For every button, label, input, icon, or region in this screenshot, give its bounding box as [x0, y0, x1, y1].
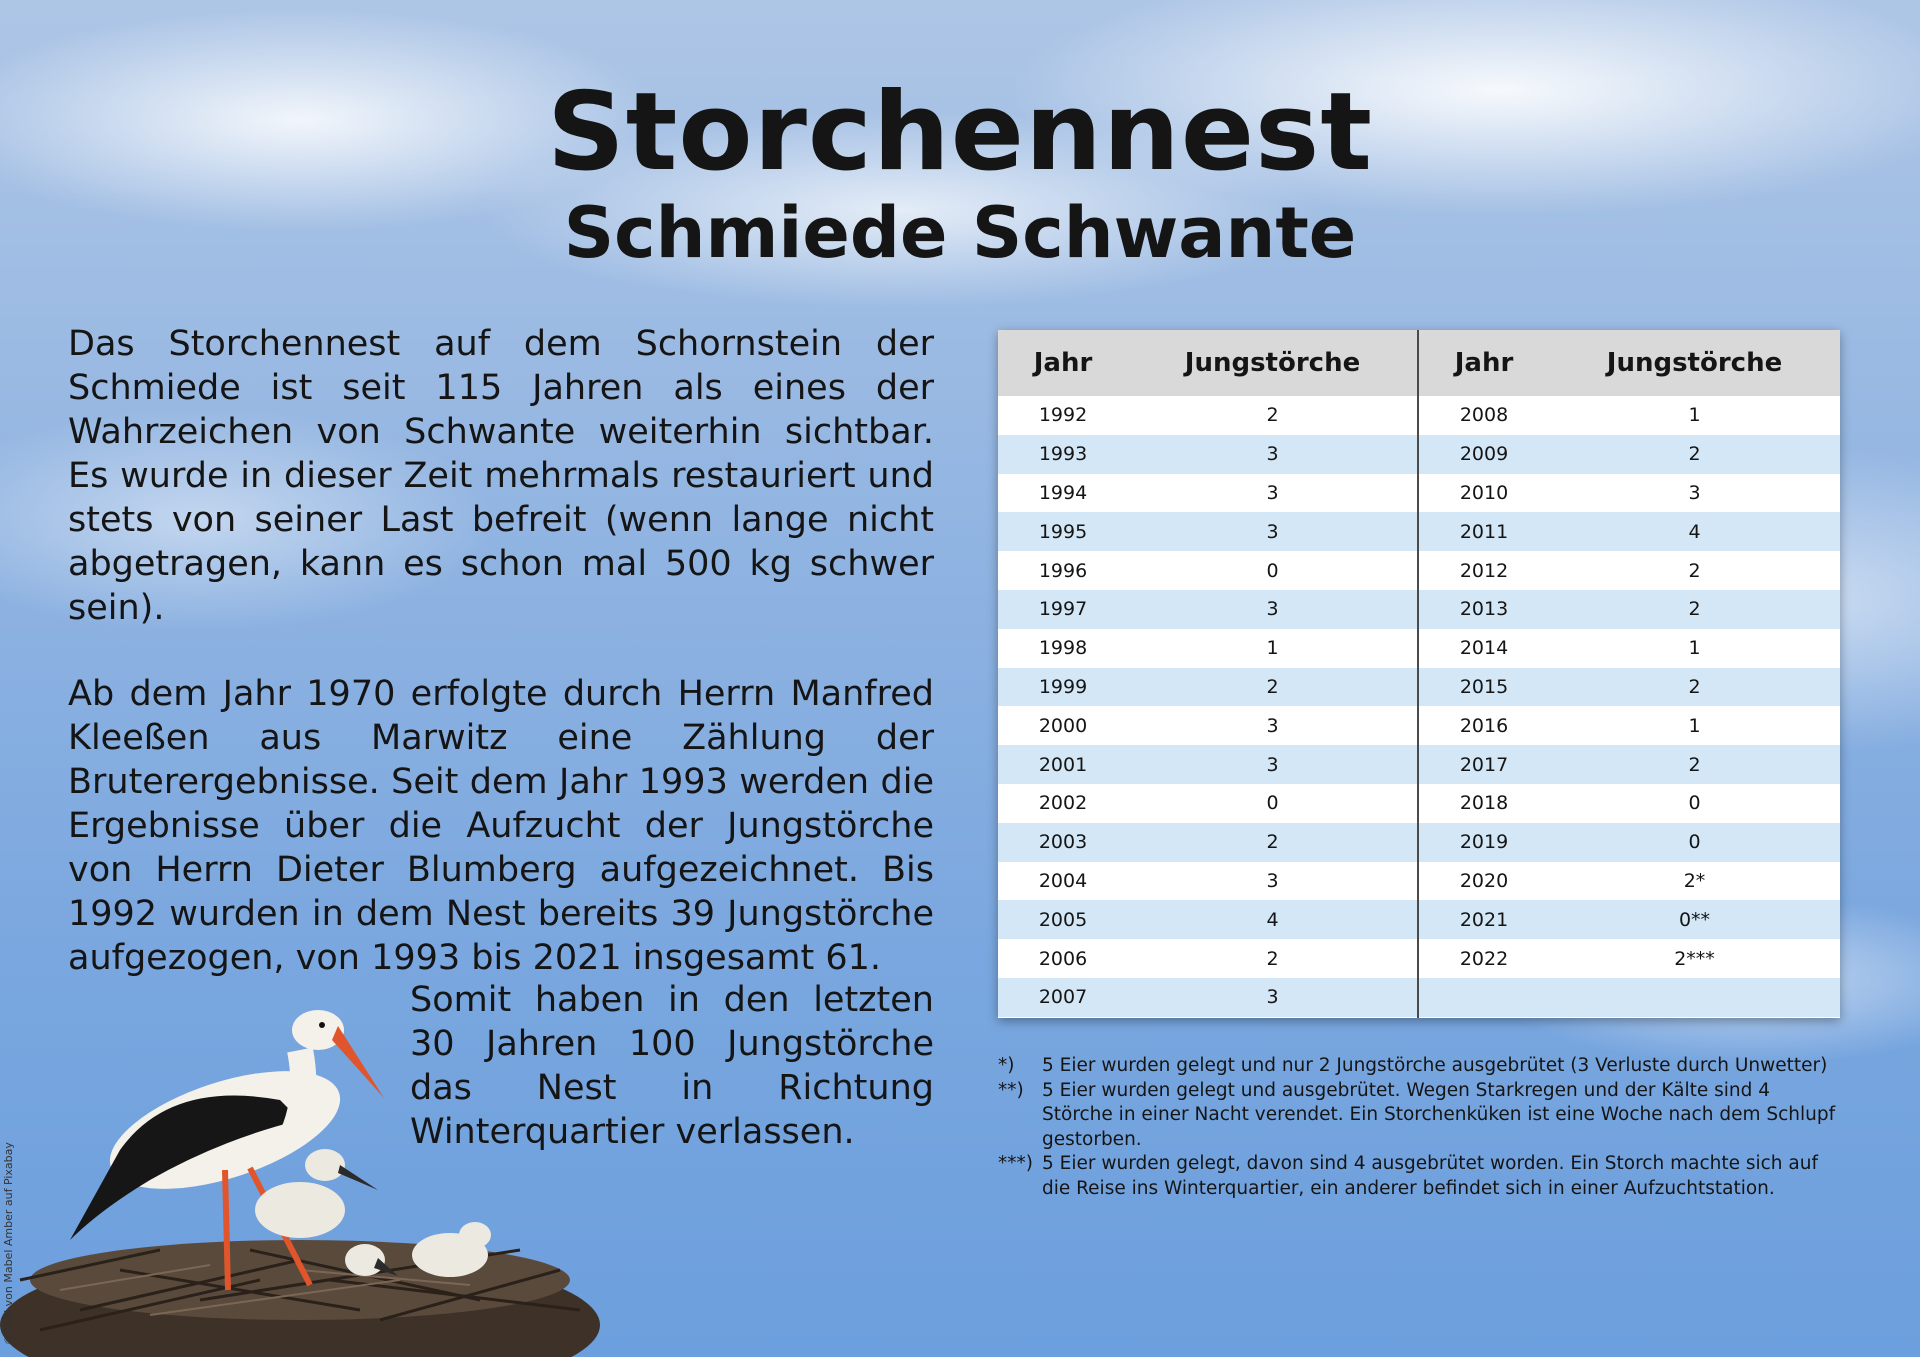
count-cell: 3 [1266, 869, 1279, 892]
page-title: Storchennest [547, 70, 1373, 195]
header-count: Jungstörche [1184, 348, 1361, 378]
year-cell: 2020 [1459, 869, 1509, 892]
table-row [998, 862, 1417, 901]
count-cell: 2 [1688, 598, 1701, 621]
year-cell: 2000 [1038, 714, 1088, 737]
year-cell: 2014 [1459, 637, 1509, 660]
stork-nest-photo [0, 980, 600, 1357]
year-cell: 2013 [1459, 598, 1509, 621]
footnote [998, 1152, 1840, 1201]
header-year: Jahr [1454, 348, 1514, 378]
footnote-text: 5 Eier wurden gelegt, davon sind 4 ausgebrütet worden. Ein Storch machte sich auf die Reise ins Winterquartier, ein anderer befindet sich in einer Aufzuchtstation. [1042, 1153, 1818, 1199]
table-row [998, 939, 1417, 978]
footnote-mark: **) [998, 1079, 1024, 1101]
year-cell: 2001 [1038, 753, 1088, 776]
count-cell: 3 [1266, 520, 1279, 543]
year-cell: 2005 [1038, 908, 1088, 931]
year-cell: 2009 [1459, 443, 1509, 466]
table-row [1419, 396, 1840, 435]
table-row [1419, 590, 1840, 629]
count-cell: 2*** [1674, 947, 1715, 970]
table-row [1419, 629, 1840, 668]
table-row [1419, 551, 1840, 590]
count-cell: 4 [1266, 908, 1279, 931]
count-cell: 1 [1688, 404, 1701, 427]
table-row [1419, 939, 1840, 978]
header-count: Jungstörche [1606, 348, 1783, 378]
table-row [998, 668, 1417, 707]
table-row [1419, 512, 1840, 551]
header-year: Jahr [1033, 348, 1093, 378]
paragraph-summary: Somit haben in den letzten 30 Jahren 100 Jungstörche das Nest in Richtung Winterquartier verlassen. [410, 980, 934, 1152]
table-row [998, 978, 1417, 1017]
year-cell: 2017 [1459, 753, 1509, 776]
table-row [998, 435, 1417, 474]
count-cell: 3 [1688, 481, 1701, 504]
count-cell: 3 [1266, 481, 1279, 504]
table-row [1419, 745, 1840, 784]
year-cell: 1993 [1038, 443, 1088, 466]
year-cell: 1995 [1038, 520, 1088, 543]
image-credit: © Bild von Mabel Amber auf Pixabay [2, 1142, 15, 1345]
count-cell: 3 [1266, 753, 1279, 776]
table-right-body [1419, 396, 1840, 1017]
count-cell: 0 [1266, 559, 1279, 582]
table-row [1419, 706, 1840, 745]
count-cell: 2 [1266, 675, 1279, 698]
table-row [1419, 668, 1840, 707]
year-cell: 1997 [1038, 598, 1088, 621]
paragraph-counting: Ab dem Jahr 1970 erfolgte durch Herrn Manfred Kleeßen aus Marwitz eine Zählung der Bruterergebnisse. Seit dem Jahr 1993 werden die Ergebnisse über die Aufzucht der Jungstörche von Herrn Dieter Blumberg aufgezeichnet. Bis 1992 wurden in dem Nest bereits 39 Jungstörche aufgezogen, von 1993 bis 2021 insgesamt 61. [68, 674, 934, 978]
footnote-mark: ***) [998, 1153, 1033, 1174]
table-row [1419, 474, 1840, 513]
year-cell: 1998 [1038, 637, 1088, 660]
count-cell: 2 [1266, 404, 1279, 427]
table-row [1419, 784, 1840, 823]
table-header-row [1419, 330, 1840, 396]
count-cell: 2 [1688, 559, 1701, 582]
count-cell: 2 [1688, 443, 1701, 466]
paragraph-history: Das Storchennest auf dem Schornstein der Schmiede ist seit 115 Jahren als eines der Wahrzeichen von Schwante weiterhin sichtbar. Es wurde in dieser Zeit mehrmals restauriert und stets von seiner Last befreit (wenn lange nicht abgetragen, kann es schon mal 500 kg schwer sein). [68, 324, 934, 628]
table-right-half [1419, 330, 1840, 1018]
table-row [1419, 978, 1840, 1017]
table-row [998, 784, 1417, 823]
table-row [998, 590, 1417, 629]
table-row [1419, 823, 1840, 862]
count-cell: 3 [1266, 443, 1279, 466]
table-row [1419, 435, 1840, 474]
year-cell: 1994 [1038, 481, 1088, 504]
year-cell: 2007 [1038, 986, 1088, 1009]
year-cell: 2011 [1459, 520, 1509, 543]
table-row [998, 823, 1417, 862]
table-row [1419, 900, 1840, 939]
count-cell: 3 [1266, 598, 1279, 621]
table-row [998, 396, 1417, 435]
year-cell: 2015 [1459, 675, 1509, 698]
count-cell: 3 [1266, 714, 1279, 737]
year-cell: 2018 [1459, 792, 1509, 815]
year-cell: 2008 [1459, 404, 1509, 427]
year-cell: 2002 [1038, 792, 1088, 815]
year-cell: 1996 [1038, 559, 1088, 582]
year-cell: 1992 [1038, 404, 1088, 427]
table-row [998, 512, 1417, 551]
footnote-text: 5 Eier wurden gelegt und ausgebrütet. Wegen Starkregen und der Kälte sind 4 Störche in einer Nacht verendet. Ein Storchenküken ist eine Woche nach dem Schlupf gestorben. [1042, 1079, 1836, 1150]
count-cell: 2 [1266, 947, 1279, 970]
count-cell: 2* [1683, 869, 1706, 892]
count-cell: 0** [1678, 908, 1711, 931]
footnote-mark: *) [998, 1055, 1015, 1076]
count-cell: 0 [1688, 792, 1701, 815]
year-cell: 2012 [1459, 559, 1509, 582]
year-cell: 1999 [1038, 675, 1088, 698]
table-row [998, 706, 1417, 745]
year-cell: 2006 [1038, 947, 1088, 970]
year-cell: 2022 [1459, 947, 1509, 970]
count-cell: 0 [1688, 831, 1701, 854]
breeding-table [998, 330, 1840, 1018]
year-cell: 2003 [1038, 831, 1088, 854]
count-cell: 2 [1688, 675, 1701, 698]
footnotes [998, 1054, 1840, 1201]
year-cell: 2010 [1459, 481, 1509, 504]
footnote [998, 1079, 1840, 1153]
table-row [998, 474, 1417, 513]
table-row [998, 900, 1417, 939]
table-row [1419, 862, 1840, 901]
year-cell: 2021 [1459, 908, 1509, 931]
year-cell: 2004 [1038, 869, 1088, 892]
count-cell: 3 [1266, 986, 1279, 1009]
table-row [998, 551, 1417, 590]
footnote [998, 1054, 1840, 1079]
table-left-body [998, 396, 1417, 1017]
count-cell: 2 [1688, 753, 1701, 776]
count-cell: 2 [1266, 831, 1279, 854]
year-cell: 2019 [1459, 831, 1509, 854]
count-cell: 1 [1688, 637, 1701, 660]
year-cell: 2016 [1459, 714, 1509, 737]
table-row [998, 745, 1417, 784]
count-cell: 4 [1688, 520, 1701, 543]
table-left-half [998, 330, 1419, 1018]
intro-text [68, 322, 934, 980]
table-row [998, 629, 1417, 668]
table-header-row [998, 330, 1417, 396]
page-subtitle: Schmiede Schwante [563, 192, 1357, 274]
count-cell: 1 [1688, 714, 1701, 737]
footnote-text: 5 Eier wurden gelegt und nur 2 Jungstörche ausgebrütet (3 Verluste durch Unwetter) [1042, 1055, 1828, 1076]
count-cell: 1 [1266, 637, 1279, 660]
count-cell: 0 [1266, 792, 1279, 815]
